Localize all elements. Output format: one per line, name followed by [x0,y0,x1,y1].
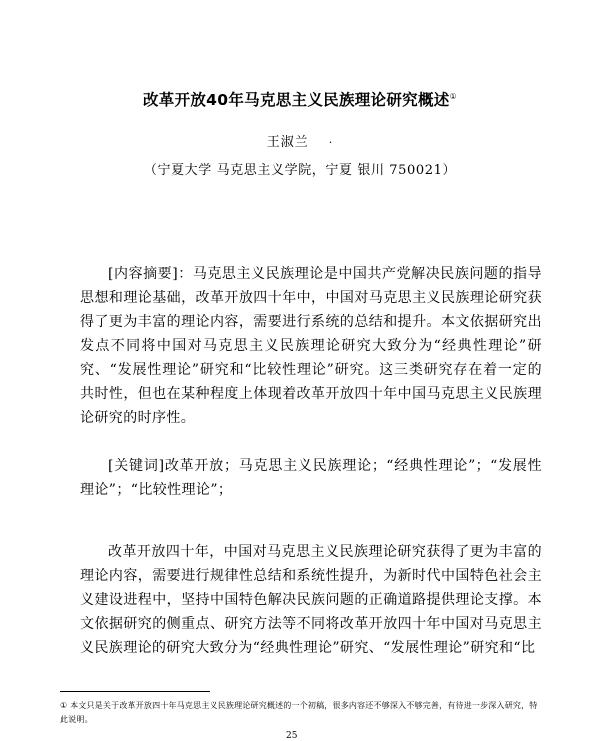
body-paragraph: 改革开放四十年，中国对马克思主义民族理论研究获得了更为丰富的理论内容，需要进行规律性总结和系统性提升，为新时代中国特色社会主义建设进程中，坚持中国特色解决民族问题的正确道路提供理论支撑。本文依据研究的侧重点、研究方法等不同将改革开放四十年中国对马克思主义民族理论的研究大致分为“经典性理论”研究、“发展性理论”研究和“比 [80,544,542,656]
article-title [0,88,600,110]
footnote-marker: ① [449,92,458,101]
body-section [80,540,542,660]
footnote: ① 本文只是关于改革开放四十年马克思主义民族理论研究概述的一个初稿，很多内容还不够深入不够完善，有待进一步深入研究，特此说明。 [60,701,538,724]
author-mark: · [328,136,334,149]
keywords-text: [关键词]改革开放；马克思主义民族理论；“经典性理论”；“发展性理论”；“比较性理论”； [80,458,542,498]
author-line [0,131,600,150]
abstract-section [80,262,542,430]
abstract-text: [内容摘要]：马克思主义民族理论是中国共产党解决民族问题的指导思想和理论基础，改革开放四十年中，中国对马克思主义民族理论研究获得了更为丰富的理论内容，需要进行系统的总结和提升。本文依据研究出发点不同将中国对马克思主义民族理论研究大致分为“经典性理论”研究、“发展性理论”研究和“比较性理论”研究。这三类研究存在着一定的共时性，但也在某种程度上体现着改革开放四十年中国马克思主义民族理论研究的时序性。 [80,266,542,426]
page-number: 25 [286,731,298,741]
footnote-divider [60,691,210,692]
author-affiliation: （宁夏大学 马克思主义学院，宁夏 银川 750021） [143,163,457,178]
author-name: 王淑兰 [266,135,309,150]
title-text: 改革开放40年马克思主义民族理论研究概述 [142,91,450,109]
keywords-section [80,454,542,502]
